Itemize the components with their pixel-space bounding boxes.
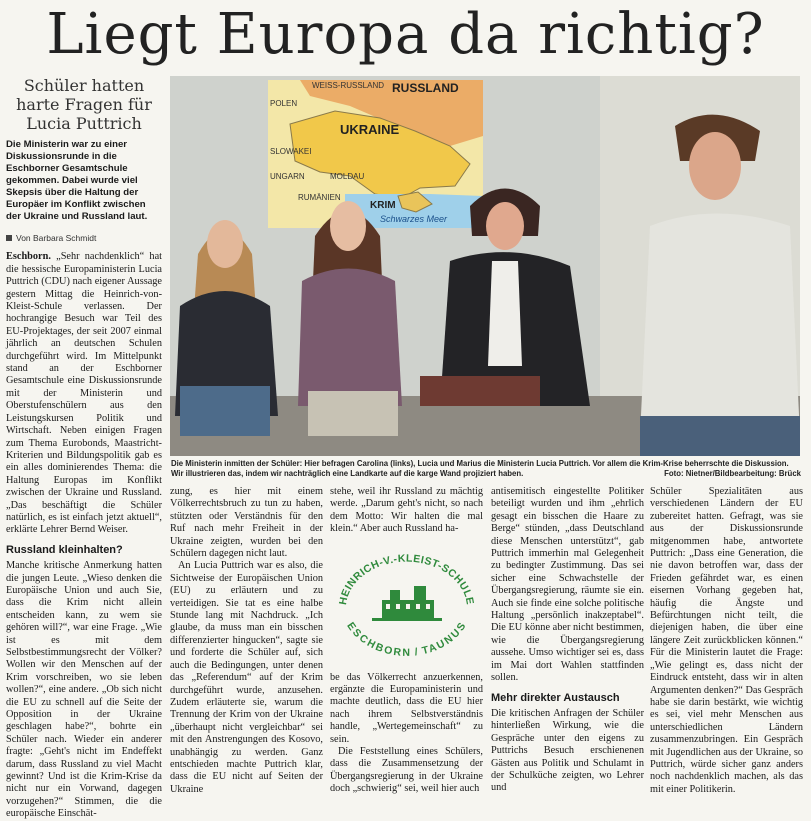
svg-text:HEINRICH-V.-KLEIST-SCHULE	[337, 552, 476, 605]
byline-row	[6, 232, 162, 244]
subheadline: Schüler hatten harte Fragen für Lucia Puttrich	[16, 76, 152, 133]
column-3	[330, 486, 483, 796]
column-2-text-a: zung, es hier mit einem Völkerrechtsbruch zu tun zu haben, stützten oder Verständnis für den Ruf nach mehr Freiheit in der Ukraine zeigten, wurden bei den Schülern dagegen nicht laut.	[170, 486, 323, 560]
logo-bottom-text: ESCHBORN / TAUNUS	[344, 619, 469, 659]
ukraine-map	[268, 80, 483, 228]
map-label-moldau: MOLDAU	[330, 172, 365, 181]
column-5	[650, 486, 803, 796]
map-label-russland: RUSSLAND	[392, 81, 459, 95]
column-3-text-c: Die Feststellung eines Schülers, dass die Zusammensetzung der Übergangsregierung in der Ukraine doch „schwierig“ sei, weil hier auch	[330, 746, 483, 795]
headline: Liegt Europa da richtig?	[46, 2, 765, 67]
logo-top-text: HEINRICH-V.-KLEIST-SCHULE	[337, 552, 476, 606]
map-label-ungarn: UNGARN	[270, 172, 305, 181]
school-logo	[330, 540, 483, 668]
column-2	[170, 486, 323, 796]
column-4-text-a: antisemitisch eingestellte Politiker beteiligt wurden und ihm „ehrlich gesagt ein bisschen die Haare zu Berge“ stünden, „dass Deutschland diese Menschen unterstützt“, gab Puttrich immerhin mal Gelegenheit zu bedingter Zustimmung. Das sei sicher eine Schwachstelle der Übergangsregierung, räumte sie ein. Auch sie finde eine solche politische Haltung „persönlich inakzeptabel“. Die EU könne aber nicht bestimmen, wie die Übergangsregierung aussehe. Umso wichtiger sei es, dass im Mai dort Wahlen stattfinden sollen.	[491, 486, 644, 684]
map-label-rumaenien: RUMÄNIEN	[298, 193, 341, 202]
map-label-krim: KRIM	[370, 200, 396, 211]
section-heading-austausch: Mehr direkter Austausch	[491, 691, 620, 704]
column-4	[491, 486, 644, 795]
intro-text: „Sehr nachdenklich“ hat die hessische Europaministerin Lucia Puttrich (CDU) nach eigener Aussage gestern Mittag die Heinrich-von-Kleist-Schule verlassen. Der hochrangige Besuch war Teil des EU-Projektages, der seit 2007 einmal jährlich an deutschen Schulen durchgeführt wird. Im Mittelpunkt stand an der Eschborner Gesamtschule eine Diskussionsrunde mit der Ministerin und Oberstufenschülern aus den Leistungskursen Politik und Wirtschaft. Neben einigen Fragen zum Thema Eurobonds, Maastricht-Kriterien und Bildungspolitik gab es ein alles dominierendes Thema: die Haltung Europas im Konflikt zwischen der Ukraine und Russland. „Das beschäftigt die Schüler natürlich, es ist einfach jetzt aktuell“, erklärte Lehrer Bernd Weiser.	[6, 251, 163, 536]
map-label-polen: POLEN	[270, 99, 298, 108]
column-3-text-a: stehe, weil ihr Russland zu mächtig werde. „Darum geht's nicht, so nach dem Motto: Wir halten die mal klein.“ Aber auch Russland ha-	[330, 486, 483, 535]
map-label-slowakei: SLOWAKEI	[270, 147, 312, 156]
column-4-text-b: Die kritischen Anfragen der Schüler hinterließen Wirkung, wie die Gespräche unter den eigens zu Puttrichs Besuch erschienenen Gästen aus Politik und Schulamt in der Schulküche zeigten, wo Lehrer und	[491, 707, 644, 794]
column-5-text: Schüler Spezialitäten aus verschiedenen Ländern der EU zubereitet hatten. Gefragt, was sie aus der Diskussionsrunde mitgenommen habe, antwortete Puttrich: „Dass eine Generation, die nie davon betroffen war, dass der Frieden gefährdet war, es einen eisernen Vorhang gegeben hat, häufig die Ängste und Befürchtungen nicht teilt, die diejenigen haben, die über eine längere Zeit zurückblicken können.“ Für die Ministerin lautet die Frage: „Wie gelingt es, dass nicht der Eindruck entsteht, dass wir in alten Argumenten denken?“ Das Gespräch habe sie darin bestärkt, wie wichtig es sei, viel mehr Menschen aus unterschiedlichen Ländern zusammenzubringen. Ein Gespräch mit Jugendlichen aus der Ukraine, so Puttrich, würde sicher ganz anders noch nachdenklich machen, als das mit einer Politikerin.	[650, 486, 803, 795]
teaser: Die Ministerin war zu einer Diskussionsrunde in die Eschborner Gesamtschule gekommen. Dabei wurde viel Skepsis über die Haltung der Europäer im Konflikt zwischen der Ukraine und Russland laut.	[6, 139, 148, 222]
article-photo	[170, 76, 800, 456]
byline: Von Barbara Schmidt	[16, 233, 97, 243]
svg-text:ESCHBORN / TAUNUS	[344, 620, 468, 659]
byline-square-icon	[6, 235, 12, 241]
dateline: Eschborn.	[6, 251, 51, 263]
column-1-text: Manche kritische Anmerkung hatten die jungen Leute. „Wieso denken die Europäische Union und auch Sie, dass die Krim nicht allein entscheiden kann, zu wem sie gehören will?“, war eine Frage. „Wie ist es mit dem Selbstbestimmungsrecht der Völker? Wollen wir den Menschen auf der Krim vorschreiben, wo sie leben wollen?“, eine andere. „Ob sich nicht die EU zu schnell auf die Seite der Opposition in der Ukraine geschlagen habe?“, bohrte ein Schüler nach. Wieder ein anderer fragte: „Geht's nicht im Endeffekt darum, dass Russland zu viel Macht gewinnt? Und ist die Krim-Krise da nicht nur ein Vorwand, dagegen vorzugehen?“ Stimmen, die die europäische Einschät-	[6, 560, 162, 820]
map-label-schwarzes-meer: Schwarzes Meer	[380, 214, 448, 224]
school-building-icon	[372, 586, 442, 621]
column-3-text-b: be das Völkerrecht anzuerkennen, ergänzte die Europaministerin und machte deutlich, dass die EU hier nach ihrem Selbstverständnis handle, „Wertegemeinschaft“ zu sein.	[330, 671, 483, 745]
caption-text: Die Ministerin inmitten der Schüler: Hier befragen Carolina (links), Lucia und Marius die Ministerin Lucia Puttrich. Vor allem die Krim-Krise beherrschte die Diskussion. Wir illustrieren das, indem wir nachträglich eine Landkarte auf die karge Wand projiziert haben.	[171, 459, 789, 478]
map-label-ukraine: UKRAINE	[340, 122, 400, 137]
left-column	[6, 76, 162, 821]
photo-caption	[171, 459, 801, 479]
column-2-text-b: An Lucia Puttrich war es also, die Sichtweise der Europäischen Union (EU) zu erläutern und zu verteidigen. Sie tat es eine halbe Stunde lang mit Nachdruck. „Ich glaube, da muss man ein bisschen differenzierter hingucken“, sagte sie und forderte die Schüler auf, sich auch die Bedingungen, unter denen das „Referendum“ auf der Krim durchgeführt wurde, anzusehen. Zudem erläuterte sie, warum die Trennung der Krim von der Ukraine „überhaupt nicht vergleichbar“ sei mit den Anstrengungen des Kosovo, unabhängig zu werden. Ganz entschieden machte Puttrich klar, dass die EU nicht auf Seiten der Ukraine	[170, 560, 323, 795]
photo-illustration	[170, 76, 800, 456]
map-label-weissrussland: WEISS-RUSSLAND	[312, 81, 385, 90]
section-heading-russland: Russland kleinhalten?	[6, 543, 123, 556]
article-intro	[6, 251, 162, 536]
photo-credit: Foto: Nietner/Bildbearbeitung: Brück	[664, 469, 801, 478]
